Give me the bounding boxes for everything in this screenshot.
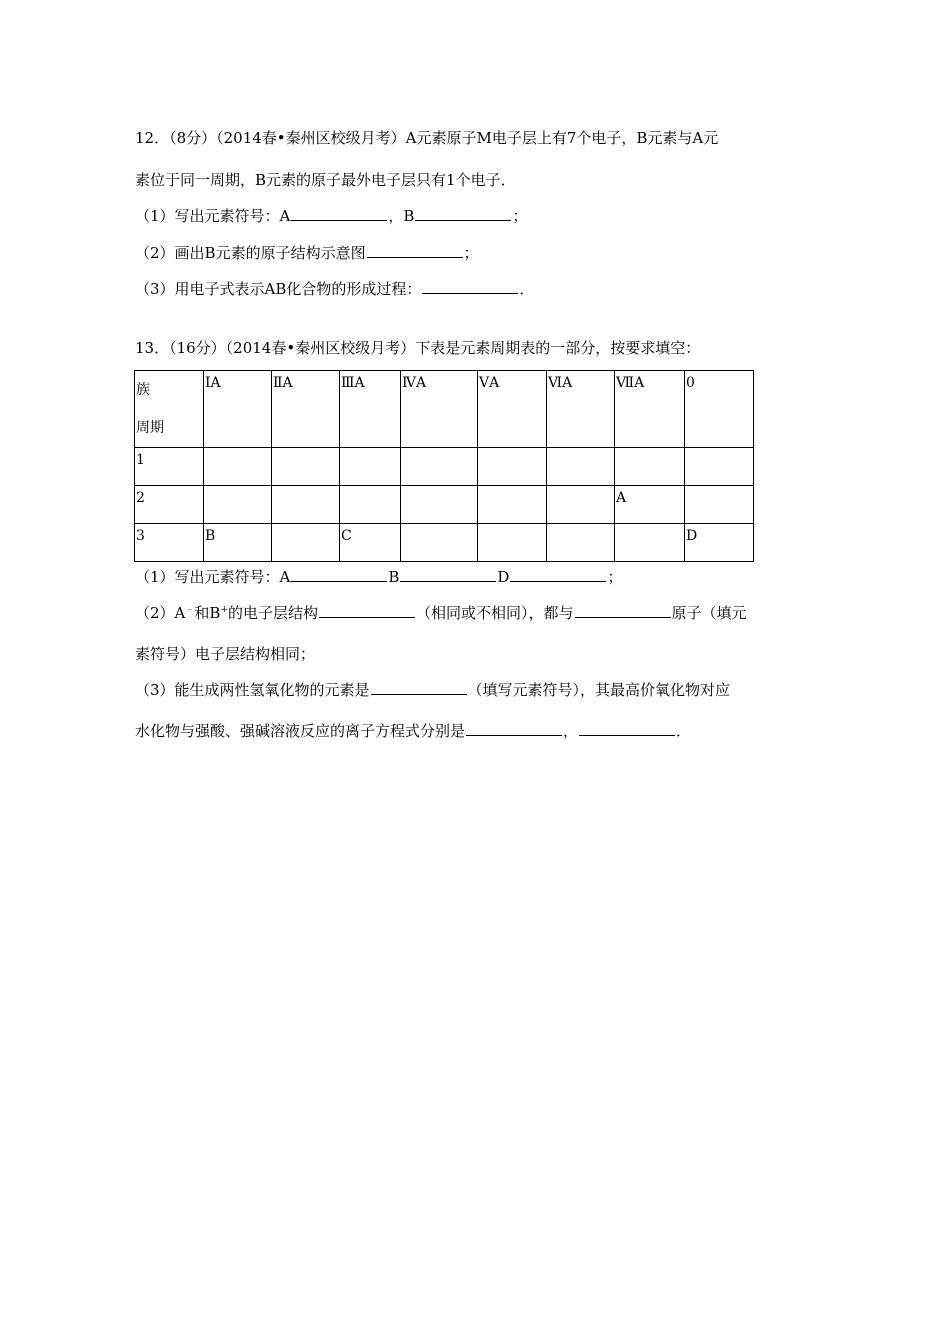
table-cell xyxy=(204,448,272,486)
table-cell xyxy=(547,486,615,524)
answer-blank[interactable] xyxy=(319,603,415,618)
group-header: ⅣA xyxy=(401,371,478,448)
answer-blank[interactable] xyxy=(422,279,518,294)
q12-p1-text-b: ，B xyxy=(388,207,415,225)
answer-blank[interactable] xyxy=(291,567,387,582)
q12-part3 xyxy=(135,279,534,299)
group-header: 0 xyxy=(685,371,754,448)
answer-blank[interactable] xyxy=(291,206,387,221)
table-cell: B xyxy=(204,524,272,562)
table-cell xyxy=(547,524,615,562)
table-cell xyxy=(401,524,478,562)
group-header: ⅥA xyxy=(547,371,615,448)
table-cell xyxy=(615,524,685,562)
table-cell xyxy=(685,486,754,524)
table-cell xyxy=(272,524,340,562)
q13-part2: （2）A﹣和B+的电子层结构 （相同或不相同），都与 原子（填元 xyxy=(135,604,747,622)
q13-line1: 13．（16分）（2014春•秦州区校级月考）下表是元素周期表的一部分，按要求填空： xyxy=(135,339,701,357)
q12-p1-text-a: （1）写出元素符号：A xyxy=(135,207,291,225)
table-row xyxy=(135,448,754,486)
minus-superscript: ﹣ xyxy=(185,605,195,615)
corner-bottom-label: 周期 xyxy=(136,420,164,436)
q13-part1: （1）写出元素符号：A B D ； xyxy=(135,568,623,586)
answer-blank[interactable] xyxy=(415,206,511,221)
q12-line2: 素位于同一周期，B元素的原子最外电子层只有1个电子． xyxy=(135,171,516,189)
corner-cell xyxy=(135,371,204,448)
q12-line1: 12．（8分）（2014春•秦州区校级月考）A元素原子M电子层上有7个电子，B元素与A元 xyxy=(135,129,719,147)
table-cell xyxy=(204,486,272,524)
answer-blank[interactable] xyxy=(400,567,496,582)
table-cell xyxy=(272,486,340,524)
plus-superscript: + xyxy=(220,605,228,615)
table-cell xyxy=(478,486,547,524)
table-cell xyxy=(615,448,685,486)
q12-p2-end: ； xyxy=(463,244,479,262)
period-label: 1 xyxy=(135,448,204,486)
table-header-row xyxy=(135,371,754,448)
table-cell xyxy=(340,448,401,486)
table-row xyxy=(135,486,754,524)
table-cell: A xyxy=(615,486,685,524)
answer-blank[interactable] xyxy=(367,243,463,258)
table-cell xyxy=(685,448,754,486)
group-header: ⅤA xyxy=(478,371,547,448)
group-header: ⅦA xyxy=(615,371,685,448)
table-cell xyxy=(340,486,401,524)
table-cell xyxy=(478,448,547,486)
period-label: 2 xyxy=(135,486,204,524)
table-cell xyxy=(401,486,478,524)
table-cell xyxy=(401,448,478,486)
corner-top-label: 族 xyxy=(136,382,150,398)
q13-part3-line2: 水化物与强酸、强碱溶液反应的离子方程式分别是 ， ． xyxy=(135,722,692,740)
table-cell xyxy=(478,524,547,562)
answer-blank[interactable] xyxy=(510,567,606,582)
answer-blank[interactable] xyxy=(466,721,562,736)
table-row xyxy=(135,524,754,562)
table-cell: D xyxy=(685,524,754,562)
group-header: ⅠA xyxy=(204,371,272,448)
group-header: ⅡA xyxy=(272,371,340,448)
q12-p2-text: （2）画出B元素的原子结构示意图 xyxy=(135,244,366,262)
q12-p1-end: ； xyxy=(512,207,528,225)
q13-part2-line2: 素符号）电子层结构相同； xyxy=(135,645,316,663)
q12-p3-end: ． xyxy=(519,280,535,298)
table-cell xyxy=(547,448,615,486)
table-cell: C xyxy=(340,524,401,562)
answer-blank[interactable] xyxy=(579,721,675,736)
answer-blank[interactable] xyxy=(575,603,671,618)
q12-part1 xyxy=(135,206,527,226)
q12-part2 xyxy=(135,243,479,263)
periodic-table-excerpt xyxy=(134,370,754,562)
period-label: 3 xyxy=(135,524,204,562)
group-header: ⅢA xyxy=(340,371,401,448)
q12-p3-text: （3）用电子式表示AB化合物的形成过程： xyxy=(135,280,422,298)
table-cell xyxy=(272,448,340,486)
q13-part3: （3）能生成两性氢氧化物的元素是 （填写元素符号），其最高价氧化物对应 xyxy=(135,681,731,699)
answer-blank[interactable] xyxy=(371,680,467,695)
